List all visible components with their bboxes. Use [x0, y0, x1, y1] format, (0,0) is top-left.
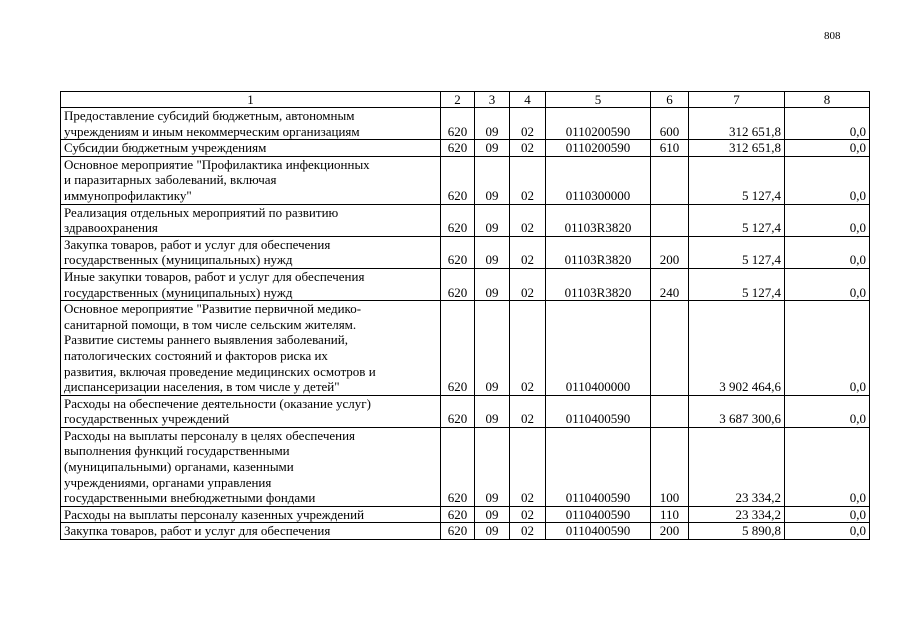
cell-expense-type [651, 395, 689, 427]
column-header: 5 [546, 92, 651, 108]
cell-target-article: 0110400590 [546, 395, 651, 427]
table-header-row [61, 92, 870, 108]
cell-amount-2: 0,0 [785, 506, 870, 523]
cell-section-code: 09 [475, 236, 510, 268]
cell-amount-2: 0,0 [785, 268, 870, 300]
table-row [61, 427, 870, 506]
cell-target-article: 01103R3820 [546, 268, 651, 300]
cell-amount: 312 651,8 [689, 108, 785, 140]
cell-section-code: 09 [475, 523, 510, 540]
cell-ministry-code: 620 [441, 268, 475, 300]
cell-item-name [61, 427, 441, 506]
cell-target-article: 0110400000 [546, 301, 651, 396]
budget-table [60, 91, 870, 540]
cell-amount: 5 127,4 [689, 156, 785, 204]
item-name-line: государственных (муниципальных) нужд [64, 284, 293, 300]
table-row [61, 395, 870, 427]
cell-subsection-code: 02 [510, 301, 546, 396]
cell-item-name [61, 268, 441, 300]
item-name-line: государственных (муниципальных) нужд [64, 252, 293, 268]
cell-ministry-code: 620 [441, 523, 475, 540]
cell-item-name [61, 140, 441, 157]
cell-subsection-code: 02 [510, 523, 546, 540]
table-row [61, 204, 870, 236]
cell-amount: 5 127,4 [689, 204, 785, 236]
cell-amount: 5 890,8 [689, 523, 785, 540]
item-name-line: государственными внебюджетными фондами [64, 490, 316, 506]
cell-section-code: 09 [475, 506, 510, 523]
cell-target-article: 01103R3820 [546, 236, 651, 268]
item-name-line: учреждениям и иным некоммерческим организациям [64, 123, 360, 139]
item-name-line: (муниципальными) органами, казенными [64, 459, 294, 475]
table-row [61, 156, 870, 204]
item-name-line: Закупка товаров, работ и услуг для обеспечения [64, 236, 331, 252]
cell-amount: 3 687 300,6 [689, 395, 785, 427]
cell-expense-type: 240 [651, 268, 689, 300]
cell-section-code: 09 [475, 301, 510, 396]
item-name-line: Реализация отдельных мероприятий по развитию [64, 204, 339, 220]
cell-amount: 5 127,4 [689, 236, 785, 268]
cell-section-code: 09 [475, 427, 510, 506]
cell-section-code: 09 [475, 268, 510, 300]
cell-expense-type: 110 [651, 506, 689, 523]
item-name-line: государственных учреждений [64, 411, 230, 427]
cell-amount: 23 334,2 [689, 506, 785, 523]
cell-amount-2: 0,0 [785, 204, 870, 236]
cell-section-code: 09 [475, 140, 510, 157]
cell-expense-type: 200 [651, 236, 689, 268]
cell-amount-2: 0,0 [785, 108, 870, 140]
cell-subsection-code: 02 [510, 156, 546, 204]
table-body [61, 108, 870, 540]
cell-amount-2: 0,0 [785, 523, 870, 540]
cell-target-article: 01103R3820 [546, 204, 651, 236]
cell-amount: 23 334,2 [689, 427, 785, 506]
table-row [61, 108, 870, 140]
item-name-line: и паразитарных заболеваний, включая [64, 172, 277, 188]
cell-item-name [61, 395, 441, 427]
cell-target-article: 0110200590 [546, 140, 651, 157]
item-name-line: Развитие системы раннего выявления заболеваний, [64, 332, 348, 348]
item-name-line: патологических состояний и факторов риска их [64, 347, 328, 363]
cell-item-name [61, 506, 441, 523]
item-name-line: здравоохранения [64, 220, 158, 236]
cell-section-code: 09 [475, 108, 510, 140]
item-name-line: диспансеризации населения, в том числе у детей" [64, 379, 340, 395]
cell-expense-type: 100 [651, 427, 689, 506]
cell-expense-type [651, 301, 689, 396]
cell-item-name [61, 156, 441, 204]
item-name-line: Основное мероприятие "Профилактика инфекционных [64, 156, 370, 172]
cell-ministry-code: 620 [441, 427, 475, 506]
table-row [61, 140, 870, 157]
cell-ministry-code: 620 [441, 108, 475, 140]
cell-amount: 312 651,8 [689, 140, 785, 157]
item-name-line: Расходы на выплаты персоналу в целях обеспечения [64, 427, 356, 443]
cell-ministry-code: 620 [441, 140, 475, 157]
column-header: 2 [441, 92, 475, 108]
table-row [61, 506, 870, 523]
cell-amount-2: 0,0 [785, 140, 870, 157]
item-name-line: иммунопрофилактику" [64, 187, 192, 203]
column-header: 3 [475, 92, 510, 108]
cell-subsection-code: 02 [510, 108, 546, 140]
item-name-line: Предоставление субсидий бюджетным, автономным [64, 108, 355, 123]
cell-item-name [61, 236, 441, 268]
cell-target-article: 0110300000 [546, 156, 651, 204]
cell-amount-2: 0,0 [785, 156, 870, 204]
cell-subsection-code: 02 [510, 140, 546, 157]
cell-amount: 3 902 464,6 [689, 301, 785, 396]
cell-section-code: 09 [475, 156, 510, 204]
column-header: 8 [785, 92, 870, 108]
cell-subsection-code: 02 [510, 395, 546, 427]
cell-ministry-code: 620 [441, 204, 475, 236]
cell-subsection-code: 02 [510, 236, 546, 268]
item-name-line: Иные закупки товаров, работ и услуг для обеспечения [64, 268, 365, 284]
column-header: 4 [510, 92, 546, 108]
cell-section-code: 09 [475, 204, 510, 236]
table-row [61, 301, 870, 396]
cell-subsection-code: 02 [510, 204, 546, 236]
cell-ministry-code: 620 [441, 236, 475, 268]
cell-item-name [61, 301, 441, 396]
cell-item-name [61, 108, 441, 140]
cell-target-article: 0110400590 [546, 506, 651, 523]
column-header: 1 [61, 92, 441, 108]
cell-target-article: 0110200590 [546, 108, 651, 140]
table-row [61, 523, 870, 540]
cell-ministry-code: 620 [441, 395, 475, 427]
cell-ministry-code: 620 [441, 156, 475, 204]
cell-ministry-code: 620 [441, 301, 475, 396]
cell-expense-type [651, 204, 689, 236]
page-number: 808 [824, 30, 841, 42]
cell-amount-2: 0,0 [785, 395, 870, 427]
cell-section-code: 09 [475, 395, 510, 427]
table-row [61, 268, 870, 300]
column-header: 6 [651, 92, 689, 108]
cell-expense-type [651, 156, 689, 204]
item-name-line: Основное мероприятие "Развитие первичной медико- [64, 301, 362, 317]
item-name-line: санитарной помощи, в том числе сельским жителям. [64, 316, 357, 332]
cell-expense-type: 200 [651, 523, 689, 540]
item-name-line: Расходы на обеспечение деятельности (оказание услуг) [64, 395, 371, 411]
cell-subsection-code: 02 [510, 427, 546, 506]
cell-item-name [61, 204, 441, 236]
cell-subsection-code: 02 [510, 268, 546, 300]
cell-expense-type: 600 [651, 108, 689, 140]
cell-amount-2: 0,0 [785, 427, 870, 506]
item-name-line: развития, включая проведение медицинских осмотров и [64, 363, 376, 379]
cell-amount-2: 0,0 [785, 301, 870, 396]
cell-target-article: 0110400590 [546, 523, 651, 540]
cell-target-article: 0110400590 [546, 427, 651, 506]
item-name-line: Закупка товаров, работ и услуг для обеспечения [64, 523, 331, 539]
column-header: 7 [689, 92, 785, 108]
item-name-line: учреждениями, органами управления [64, 474, 272, 490]
cell-ministry-code: 620 [441, 506, 475, 523]
table-row [61, 236, 870, 268]
cell-subsection-code: 02 [510, 506, 546, 523]
cell-expense-type: 610 [651, 140, 689, 157]
cell-amount: 5 127,4 [689, 268, 785, 300]
cell-item-name [61, 523, 441, 540]
item-name-line: Субсидии бюджетным учреждениям [64, 140, 267, 156]
item-name-line: выполнения функций государственными [64, 443, 290, 459]
item-name-line: Расходы на выплаты персоналу казенных учреждений [64, 506, 365, 522]
cell-amount-2: 0,0 [785, 236, 870, 268]
